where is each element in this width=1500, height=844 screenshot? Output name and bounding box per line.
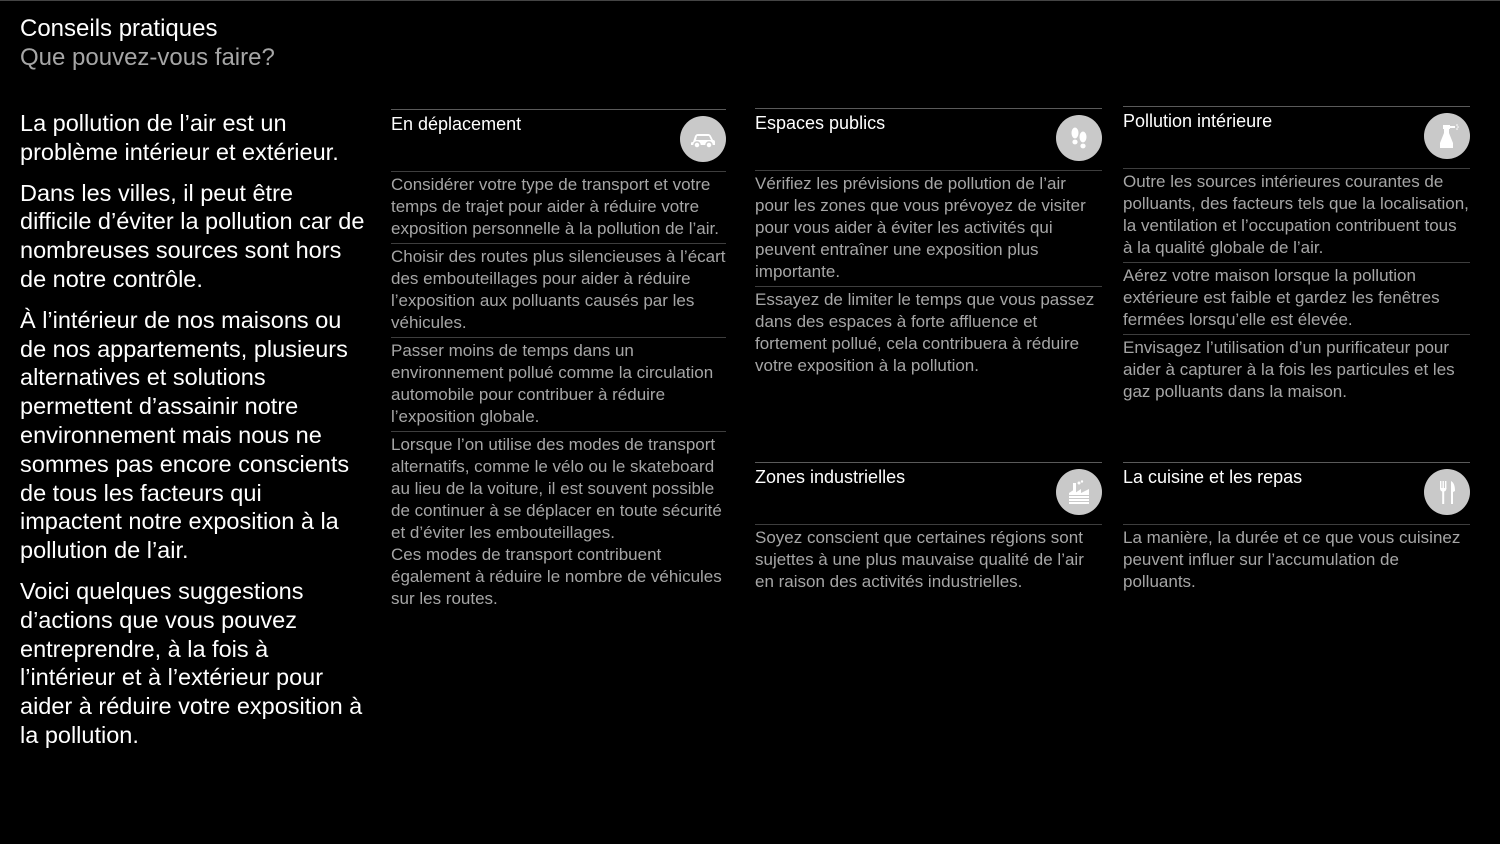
tip-text: Envisagez l’utilisation d’un purificateur pour aider à capturer à la fois les particules et les gaz polluants dans la maison. bbox=[1123, 334, 1470, 406]
tip-text: Aérez votre maison lorsque la pollution extérieure est faible et gardez les fenêtres fermées lorsqu’elle est élevée. bbox=[1123, 262, 1470, 334]
section-title: En déplacement bbox=[391, 114, 522, 134]
page-header bbox=[20, 14, 275, 72]
tip-text: Considérer votre type de transport et votre temps de trajet pour aider à réduire votre exposition personnelle à la pollution de l’air. bbox=[391, 171, 726, 243]
tip-text: Choisir des routes plus silencieuses à l’écart des embouteillages pour aider à réduire l’exposition aux polluants causés par les véhicules. bbox=[391, 243, 726, 337]
section-title: La cuisine et les repas bbox=[1123, 467, 1303, 487]
tip-text: Ces modes de transport contribuent également à réduire le nombre de véhicules sur les routes. bbox=[391, 545, 722, 608]
tip-text: Soyez conscient que certaines régions sont sujettes à une plus mauvaise qualité de l’air en raison des activités industrielles. bbox=[755, 524, 1102, 596]
intro-paragraph: La pollution de l’air est un problème intérieur et extérieur. bbox=[20, 110, 339, 165]
page-title: Conseils pratiques bbox=[20, 15, 218, 42]
tip-text: Passer moins de temps dans un environnement pollué comme la circulation automobile pour contribuer à réduire l’exposition globale. bbox=[391, 337, 726, 431]
tip-text: Vérifiez les prévisions de pollution de l’air pour les zones que vous prévoyez de visiter pour vous aider à éviter les activités qui peuvent entraîner une exposition plus importante. bbox=[755, 170, 1102, 286]
section-espaces-publics bbox=[755, 108, 1102, 380]
intro-paragraph: À l’intérieur de nos maisons ou de nos appartements, plusieurs alternatives et solutions permettent d’assainir notre environnement mais nous ne sommes pas encore conscients de tous les facteurs qui impactent notre exposition à la pollution de l’air. bbox=[20, 306, 350, 564]
section-zones-industrielles bbox=[755, 462, 1102, 596]
page-subtitle: Que pouvez-vous faire? bbox=[20, 44, 275, 71]
tip-text: La manière, la durée et ce que vous cuisinez peuvent influer sur l’accumulation de polluants. bbox=[1123, 524, 1470, 596]
car-icon bbox=[680, 116, 726, 162]
tip-text: Outre les sources intérieures courantes de polluants, des facteurs tels que la localisation, la ventilation et l’occupation contribuent tous à la qualité globale de l’air. bbox=[1123, 168, 1470, 262]
spray-bottle-icon bbox=[1424, 113, 1470, 159]
section-title: Pollution intérieure bbox=[1123, 111, 1273, 131]
tip-text: Lorsque l’on utilise des modes de transport alternatifs, comme le vélo ou le skateboard au lieu de la voiture, il est souvent possible de continuer à se déplacer en toute sécurité et d’éviter les embouteillages. bbox=[391, 431, 726, 544]
factory-icon bbox=[1056, 469, 1102, 515]
section-deplacement bbox=[391, 109, 726, 613]
section-title: Espaces publics bbox=[755, 113, 886, 133]
top-divider bbox=[0, 0, 1500, 1]
intro-text bbox=[20, 109, 365, 762]
cutlery-icon bbox=[1424, 469, 1470, 515]
section-pollution-interieure bbox=[1123, 106, 1470, 406]
section-cuisine bbox=[1123, 462, 1470, 596]
intro-paragraph: Dans les villes, il peut être difficile d’éviter la pollution car de nombreuses sources sont hors de notre contrôle. bbox=[20, 179, 365, 292]
tip-text: Essayez de limiter le temps que vous passez dans des espaces à forte affluence et fortement pollué, cela contribuera à réduire votre exposition à la pollution. bbox=[755, 286, 1102, 380]
footprints-icon bbox=[1056, 115, 1102, 161]
section-title: Zones industrielles bbox=[755, 467, 906, 487]
intro-paragraph: Voici quelques suggestions d’actions que vous pouvez entreprendre, à la fois à l’intérieur et à l’extérieur pour aider à réduire votre exposition à la pollution. bbox=[20, 577, 363, 748]
